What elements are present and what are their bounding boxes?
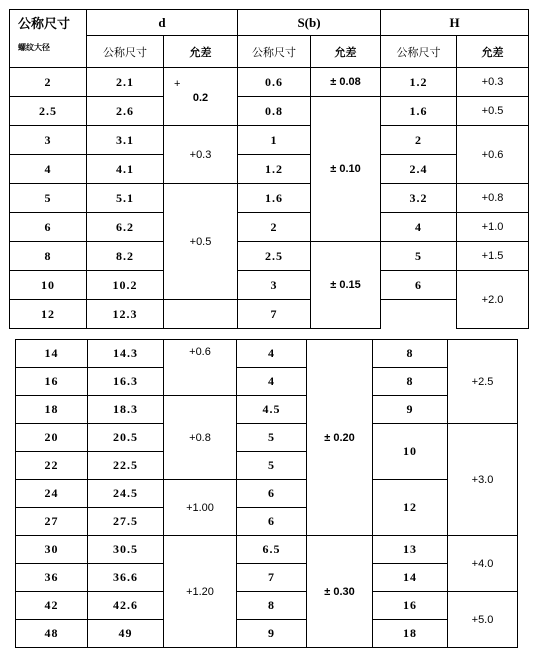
size-cell: 3 (10, 126, 87, 155)
s-cell: 0.8 (238, 97, 311, 126)
d-cell: 16.3 (88, 368, 164, 396)
d-cell: 18.3 (88, 396, 164, 424)
d-cell: 49 (88, 620, 164, 648)
d-tol-sign: + (174, 77, 181, 90)
d-cell: 10.2 (87, 271, 164, 300)
s-cell: 9 (237, 620, 307, 648)
h-cell: 2.4 (381, 155, 457, 184)
size-cell: 27 (16, 508, 88, 536)
corner-title: 公称尺寸 (18, 17, 71, 32)
size-cell: 4 (10, 155, 87, 184)
tolerance-table-bottom (15, 339, 518, 648)
s-cell (164, 300, 238, 329)
h-cell: 9 (373, 396, 448, 424)
table-row (16, 396, 518, 424)
header-h-nominal: 公称尺寸 (381, 36, 457, 68)
size-cell: 2 (10, 68, 87, 97)
d-cell: 12.3 (87, 300, 164, 329)
h-cell: 13 (373, 536, 448, 564)
s-tolerance-cell: ± 0.10 (311, 97, 381, 242)
size-cell: 24 (16, 480, 88, 508)
header-group-s: S(b) (238, 10, 381, 36)
header-d-tolerance: 允差 (164, 36, 238, 68)
table-row (16, 368, 518, 396)
header-group-d: d (87, 10, 238, 36)
d-cell: 20.5 (88, 424, 164, 452)
d-tolerance-cell: +0.5 (164, 184, 238, 300)
header-group-h: H (381, 10, 529, 36)
table-row (16, 424, 518, 452)
d-cell: 6.2 (87, 213, 164, 242)
table-row (16, 620, 518, 648)
d-cell: 24.5 (88, 480, 164, 508)
d-tolerance-cell: +1.20 (164, 536, 237, 648)
d-tol-value: 0.2 (192, 91, 209, 104)
table-row (16, 564, 518, 592)
size-cell: 12 (10, 300, 87, 329)
h-tolerance-cell: +4.0 (448, 536, 518, 592)
h-cell: 3.2 (381, 184, 457, 213)
tolerance-table-top (9, 9, 529, 329)
h-cell: 12 (373, 480, 448, 536)
s-tolerance-cell: ± 0.30 (307, 536, 373, 648)
size-cell: 36 (16, 564, 88, 592)
size-cell: 5 (10, 184, 87, 213)
s-cell: 6 (237, 480, 307, 508)
size-cell: 8 (10, 242, 87, 271)
h-tolerance-cell: +0.5 (457, 97, 529, 126)
h-cell: 14 (373, 564, 448, 592)
header-d-nominal: 公称尺寸 (87, 36, 164, 68)
table-row (16, 480, 518, 508)
table-row (16, 592, 518, 620)
h-cell: 8 (373, 340, 448, 368)
h-cell: 18 (373, 620, 448, 648)
h-cell: 2 (381, 126, 457, 155)
h-cell: 10 (373, 424, 448, 480)
d-tolerance-cell: +0.6 (164, 340, 237, 396)
s-tolerance-cell: ± 0.20 (307, 340, 373, 536)
s-cell: 4.5 (237, 396, 307, 424)
h-tolerance-cell: +2.0 (457, 271, 529, 329)
s-cell: 8 (237, 592, 307, 620)
header-s-nominal: 公称尺寸 (238, 36, 311, 68)
h-tolerance-cell: +3.0 (448, 424, 518, 536)
size-cell: 2.5 (10, 97, 87, 126)
d-tolerance-cell: +0.8 (164, 396, 237, 480)
d-cell: 22.5 (88, 452, 164, 480)
d-cell: 2.6 (87, 97, 164, 126)
h-cell: 7 (238, 300, 311, 329)
size-cell: 18 (16, 396, 88, 424)
size-cell: 6 (10, 213, 87, 242)
s-cell: 0.6 (238, 68, 311, 97)
size-cell: 42 (16, 592, 88, 620)
s-cell: 6 (237, 508, 307, 536)
h-tolerance-cell: +0.3 (457, 68, 529, 97)
s-cell: 5 (237, 452, 307, 480)
s-tolerance-cell: ± 0.15 (311, 242, 381, 329)
size-cell: 10 (10, 271, 87, 300)
h-cell: 1.6 (381, 97, 457, 126)
d-tolerance-cell: +1.00 (164, 480, 237, 536)
s-cell: 4 (237, 340, 307, 368)
s-cell: 1.6 (238, 184, 311, 213)
h-tolerance-cell: +0.8 (457, 184, 529, 213)
d-cell: 8.2 (87, 242, 164, 271)
size-cell: 16 (16, 368, 88, 396)
s-cell: 5 (237, 424, 307, 452)
table-row (16, 340, 518, 368)
h-cell: 8 (373, 368, 448, 396)
h-cell: 4 (381, 213, 457, 242)
h-cell: 6 (381, 271, 457, 300)
size-cell: 14 (16, 340, 88, 368)
s-cell: 3 (238, 271, 311, 300)
header-s-tolerance: 允差 (311, 36, 381, 68)
d-cell: 27.5 (88, 508, 164, 536)
d-cell: 36.6 (88, 564, 164, 592)
h-tolerance-cell: +1.5 (457, 242, 529, 271)
h-tolerance-cell: +2.5 (448, 340, 518, 424)
d-cell: 2.1 (87, 68, 164, 97)
s-cell: 2.5 (238, 242, 311, 271)
h-cell: 1.2 (381, 68, 457, 97)
h-cell: 5 (381, 242, 457, 271)
s-cell: 7 (237, 564, 307, 592)
d-cell: 42.6 (88, 592, 164, 620)
size-cell: 30 (16, 536, 88, 564)
d-cell: 30.5 (88, 536, 164, 564)
s-tolerance-cell: ± 0.08 (311, 68, 381, 97)
d-cell: 3.1 (87, 126, 164, 155)
d-cell: 14.3 (88, 340, 164, 368)
table-row (10, 184, 529, 213)
h-cell: 16 (373, 592, 448, 620)
table-row (10, 242, 529, 271)
table-row (10, 68, 529, 97)
header-corner (10, 10, 87, 68)
header-h-tolerance: 允差 (457, 36, 529, 68)
table-row (16, 536, 518, 564)
d-cell: 5.1 (87, 184, 164, 213)
d-tolerance-cell (164, 68, 238, 126)
s-cell: 1 (238, 126, 311, 155)
h-tolerance-cell: +1.0 (457, 213, 529, 242)
s-cell: 1.2 (238, 155, 311, 184)
table-row (10, 97, 529, 126)
table-row (10, 213, 529, 242)
d-cell: 4.1 (87, 155, 164, 184)
d-tolerance-cell: +0.3 (164, 126, 238, 184)
table-row (10, 126, 529, 155)
s-cell: 6.5 (237, 536, 307, 564)
s-cell: 2 (238, 213, 311, 242)
corner-subtitle: 螺纹大径 (18, 43, 50, 52)
h-tolerance-cell: +0.6 (457, 126, 529, 184)
size-cell: 48 (16, 620, 88, 648)
h-tolerance-cell: +5.0 (448, 592, 518, 648)
table-row (10, 155, 529, 184)
table-row (10, 300, 529, 329)
size-cell: 20 (16, 424, 88, 452)
table-row (10, 271, 529, 300)
s-cell: 4 (237, 368, 307, 396)
size-cell: 22 (16, 452, 88, 480)
